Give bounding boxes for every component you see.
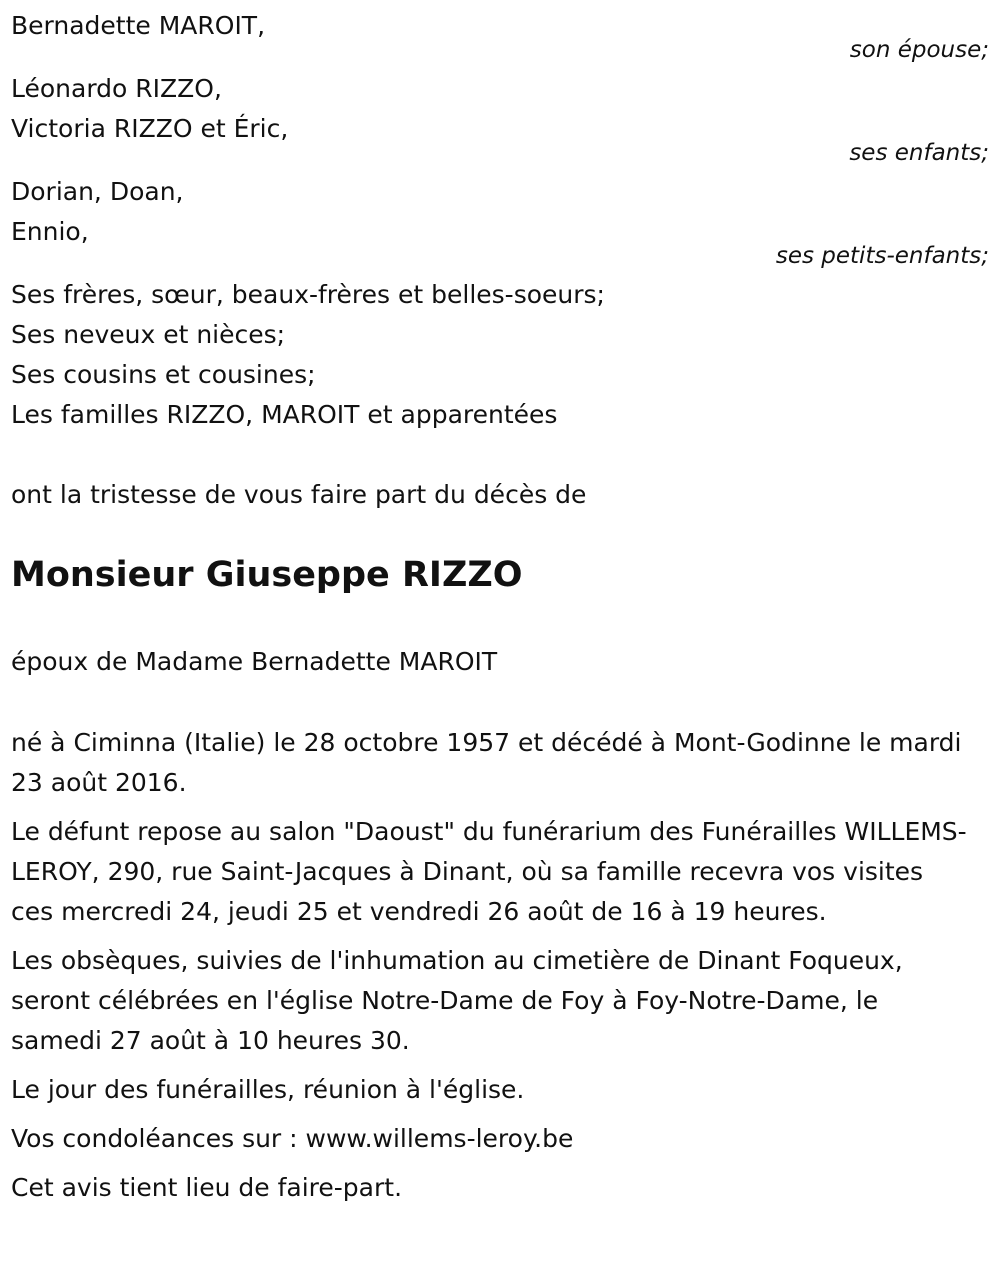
children-block bbox=[11, 69, 989, 149]
details bbox=[11, 723, 971, 1208]
meeting-paragraph: Le jour des funérailles, réunion à l'église. bbox=[11, 1075, 525, 1104]
relatives-line: Ses cousins et cousines; bbox=[11, 360, 316, 389]
grandchild-name: Dorian, Doan, bbox=[11, 177, 184, 206]
spouse-role: son épouse; bbox=[849, 37, 989, 63]
relatives-line: Ses frères, sœur, beaux-frères et belles-soeurs; bbox=[11, 280, 605, 309]
notice-paragraph: Cet avis tient lieu de faire-part. bbox=[11, 1173, 403, 1202]
deceased-spouse-line: époux de Madame Bernadette MAROIT bbox=[11, 647, 498, 676]
child-name: Léonardo RIZZO, bbox=[11, 74, 222, 103]
funeral-paragraph: Les obsèques, suivies de l'inhumation au cimetière de Dinant Foqueux, seront célébrées en l'église Notre-Dame de Foy à Foy-Notre-Dame, le samedi 27 août à 10 heures 30. bbox=[11, 946, 903, 1055]
children-role: ses enfants; bbox=[849, 140, 989, 166]
child-name: Victoria RIZZO et Éric, bbox=[11, 114, 289, 143]
spouse-name: Bernadette MAROIT, bbox=[11, 11, 266, 40]
other-relatives bbox=[11, 275, 989, 435]
relatives-line: Les familles RIZZO, MAROIT et apparentées bbox=[11, 400, 558, 429]
grandchildren-role: ses petits-enfants; bbox=[775, 243, 989, 269]
relatives-line: Ses neveux et nièces; bbox=[11, 320, 286, 349]
visitation-paragraph: Le défunt repose au salon "Daoust" du funérarium des Funérailles WILLEMS-LEROY, 290, rue Saint-Jacques à Dinant, où sa famille recevra vos visites ces mercredi 24, jeudi 25 et vendredi 26 août de 16 à 19 heures. bbox=[11, 817, 967, 926]
grandchild-name: Ennio, bbox=[11, 217, 89, 246]
grandchildren-block bbox=[11, 172, 989, 252]
birth-death-paragraph: né à Ciminna (Italie) le 28 octobre 1957 et décédé à Mont-Godinne le mardi 23 août 2016. bbox=[11, 728, 962, 797]
deceased-name: Monsieur Giuseppe RIZZO bbox=[11, 555, 523, 595]
announcement-text: ont la tristesse de vous faire part du décès de bbox=[11, 480, 587, 509]
condolences-paragraph: Vos condoléances sur : www.willems-leroy.be bbox=[11, 1124, 574, 1153]
